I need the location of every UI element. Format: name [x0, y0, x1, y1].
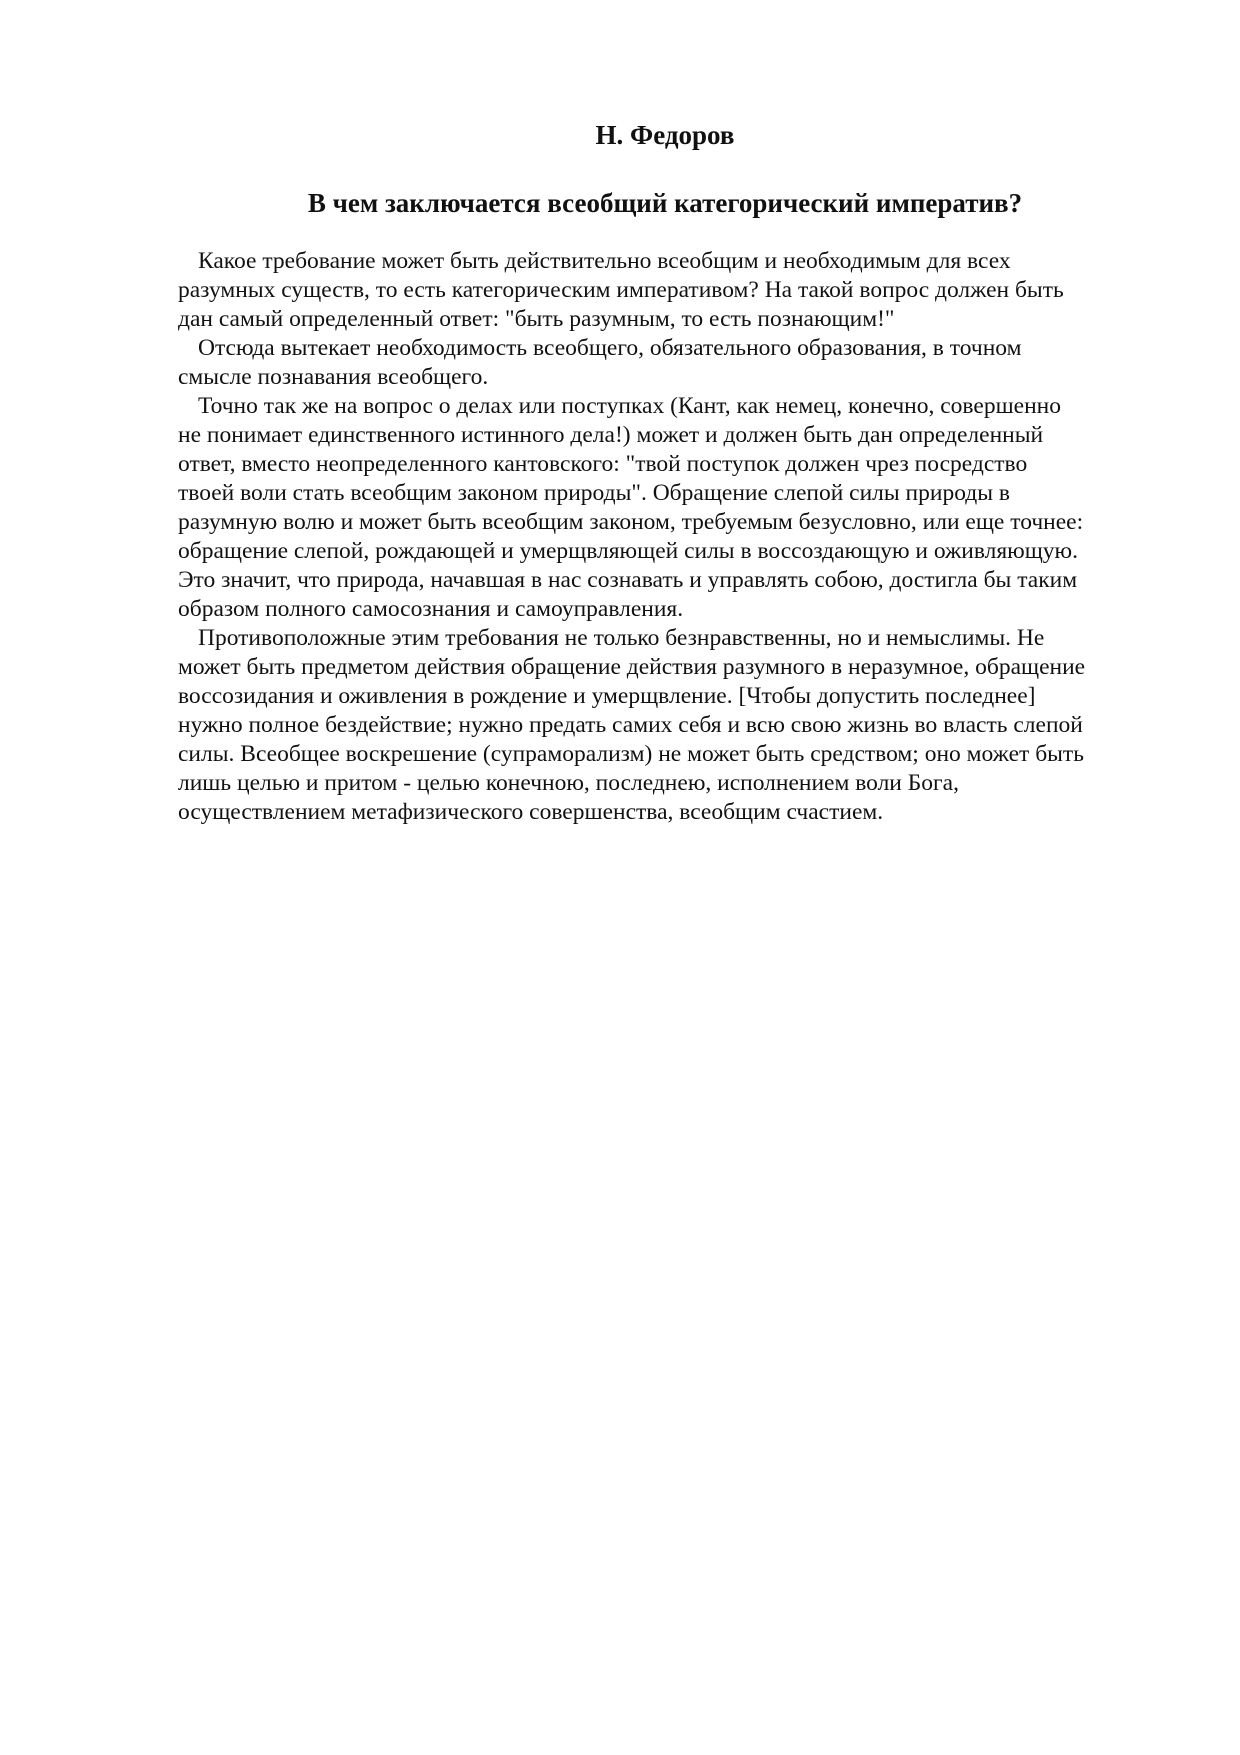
paragraph-2	[178, 334, 1183, 392]
text-line: Противоположные этим требования не только безнравственны, но и немыслимы. Не	[198, 625, 1045, 651]
text-line: силы. Всеобщее воскрешение (супраморализм) не может быть средством; оно может быть	[178, 741, 1084, 767]
author-name: Н. Федоров	[595, 120, 735, 150]
article-body	[178, 247, 1183, 827]
text-line: образом полного самосознания и самоуправления.	[178, 596, 684, 622]
text-line: обращение слепой, рождающей и умерщвляющей силы в воссоздающую и оживляющую.	[178, 538, 1078, 564]
text-line: не понимает единственного истинного дела!) может и должен быть дан определенный	[178, 422, 1044, 448]
text-line: ответ, вместо неопределенного кантовского: "твой поступок должен чрез посредство	[178, 451, 1028, 477]
text-line: воссозидания и оживления в рождение и умерщвление. [Чтобы допустить последнее]	[178, 683, 1036, 709]
text-line: дан самый определенный ответ: "быть разумным, то есть познающим!"	[178, 306, 895, 332]
text-line: осуществлением метафизического совершенства, всеобщим счастием.	[178, 799, 884, 825]
text-line: Точно так же на вопрос о делах или поступках (Кант, как немец, конечно, совершенно	[198, 393, 1061, 419]
text-line: Какое требование может быть действительно всеобщим и необходимым для всех	[198, 248, 1011, 274]
text-line: разумную волю и может быть всеобщим законом, требуемым безусловно, или еще точнее:	[178, 509, 1084, 535]
paragraph-4	[178, 624, 1183, 827]
paragraph-3	[178, 392, 1183, 624]
article-title: В чем заключается всеобщий категорический императив?	[307, 188, 1023, 218]
paragraph-1	[178, 247, 1183, 334]
text-line: может быть предметом действия обращение действия разумного в неразумное, обращение	[178, 654, 1086, 680]
text-line: Это значит, что природа, начавшая в нас сознавать и управлять собою, достигла бы таким	[178, 567, 1078, 593]
text-line: смысле познавания всеобщего.	[178, 364, 489, 390]
text-line: лишь целью и притом - целью конечною, последнею, исполнением воли Бога,	[178, 770, 959, 796]
text-line: разумных существ, то есть категорическим императивом? На такой вопрос должен быть	[178, 277, 1064, 303]
text-line: твоей воли стать всеобщим законом природы". Обращение слепой силы природы в	[178, 480, 1011, 506]
text-line: Отсюда вытекает необходимость всеобщего, обязательного образования, в точном	[198, 335, 1022, 361]
text-line: нужно полное бездействие; нужно предать самих себя и всю свою жизнь во власть слепой	[178, 712, 1083, 738]
